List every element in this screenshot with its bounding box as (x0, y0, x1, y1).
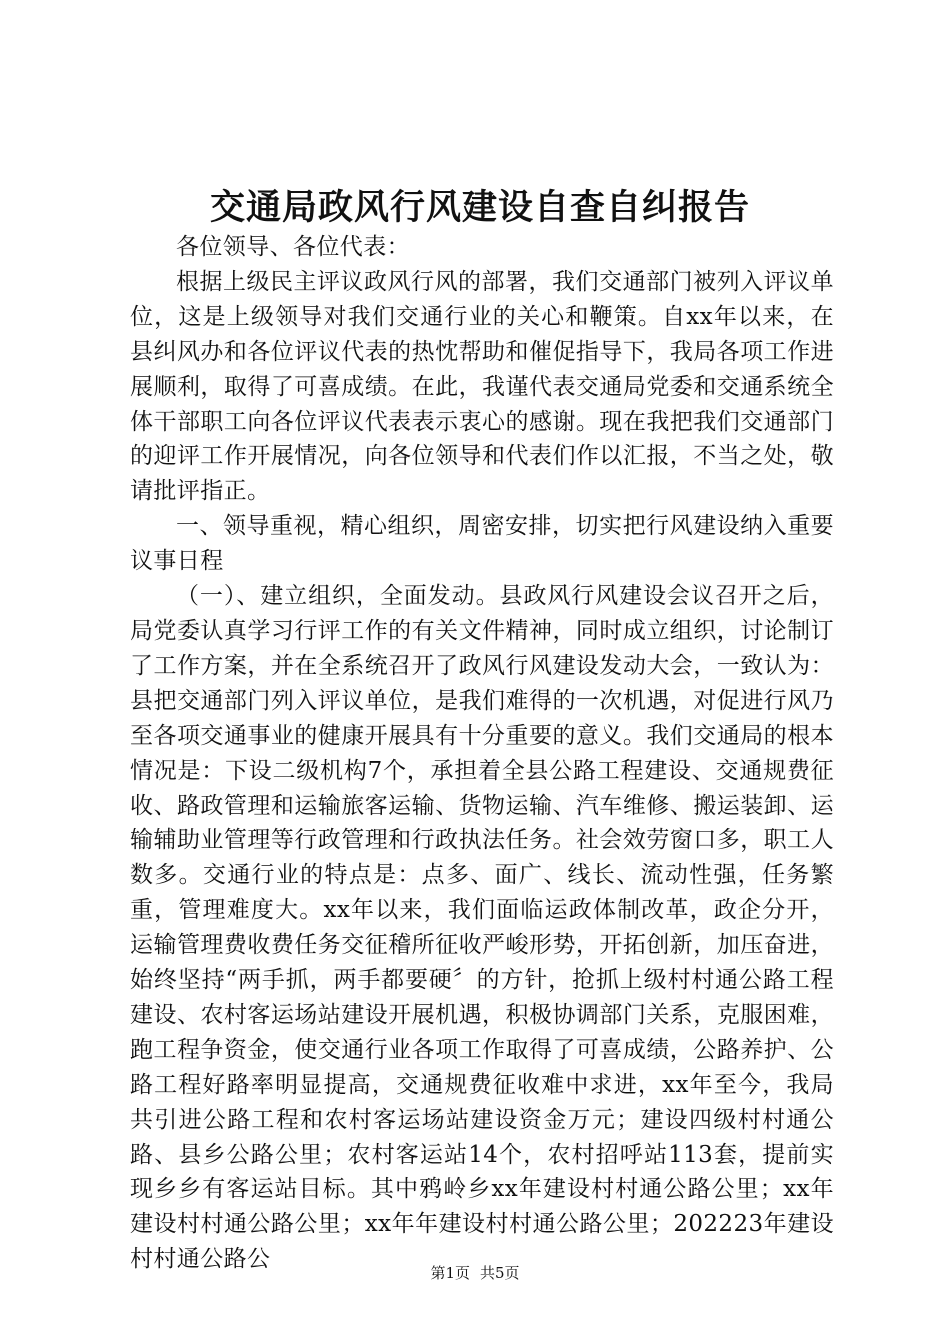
document-title: 交通局政风行风建设自查自纠报告 (209, 187, 750, 228)
section-heading-1: 一、领导重视，精心组织，周密安排，切实把行风建设纳入重要议事日程 (130, 513, 834, 575)
page-footer (0, 1262, 950, 1284)
intro-paragraph: 根据上级民主评议政风行风的部署，我们交通部门被列入评议单位，这是上级领导对我们交通行业的关心和鞭策。自xx年以来，在县纠风办和各位评议代表的热忱帮助和催促指导下，我局各项工作进展顺利，取得了可喜成绩。在此，我谨代表交通局党委和交通系统全体干部职工向各位评议代表表示衷心的感谢。现在我把我们交通部门的迎评工作开展情况，向各位领导和代表们作以汇报，不当之处，敬请批评指正。 (130, 268, 834, 505)
page-total: 共5页 (480, 1264, 520, 1282)
salutation: 各位领导、各位代表： (176, 234, 410, 260)
subsection-paragraph-1: （一）、建立组织，全面发动。县政风行风建设会议召开之后，局党委认真学习行评工作的有关文件精神，同时成立组织，讨论制订了工作方案，并在全系统召开了政风行风建设发动大会，一致认为：县把交通部门列入评议单位，是我们难得的一次机遇，对促进行风乃至各项交通事业的健康开展具有十分重要的意义。我们交通局的根本情况是：下设二级机构7个，承担着全县公路工程建设、交通规费征收、路政管理和运输旅客运输、货物运输、汽车维修、搬运装卸、运输辅助业管理等行政管理和行政执法任务。社会效劳窗口多，职工人数多。交通行业的特点是：点多、面广、线长、流动性强，任务繁重，管理难度大。xx年以来，我们面临运政体制改革，政企分开，运输管理费收费任务交征稽所征收严峻形势，开拓创新，加压奋进，始终坚持“两手抓，两手都要硬〞的方针，抢抓上级村村通公路工程建设、农村客运场站建设开展机遇，积极协调部门关系，克服困难，跑工程争资金，使交通行业各项工作取得了可喜成绩，公路养护、公路工程好路率明显提高，交通规费征收难中求进，xx年至今，我局共引进公路工程和农村客运场站建设资金万元；建设四级村村通公路、县乡公路公里；农村客运站14个，农村招呼站113套，提前实现乡乡有客运站目标。其中鸦岭乡xx年建设村村通公路公里；xx年建设村村通公路公里；xx年年建设村村通公路公里；202223年建设村村通公路公 (130, 583, 834, 1273)
document-body (130, 230, 834, 1277)
page-number: 第1页 (430, 1264, 470, 1282)
